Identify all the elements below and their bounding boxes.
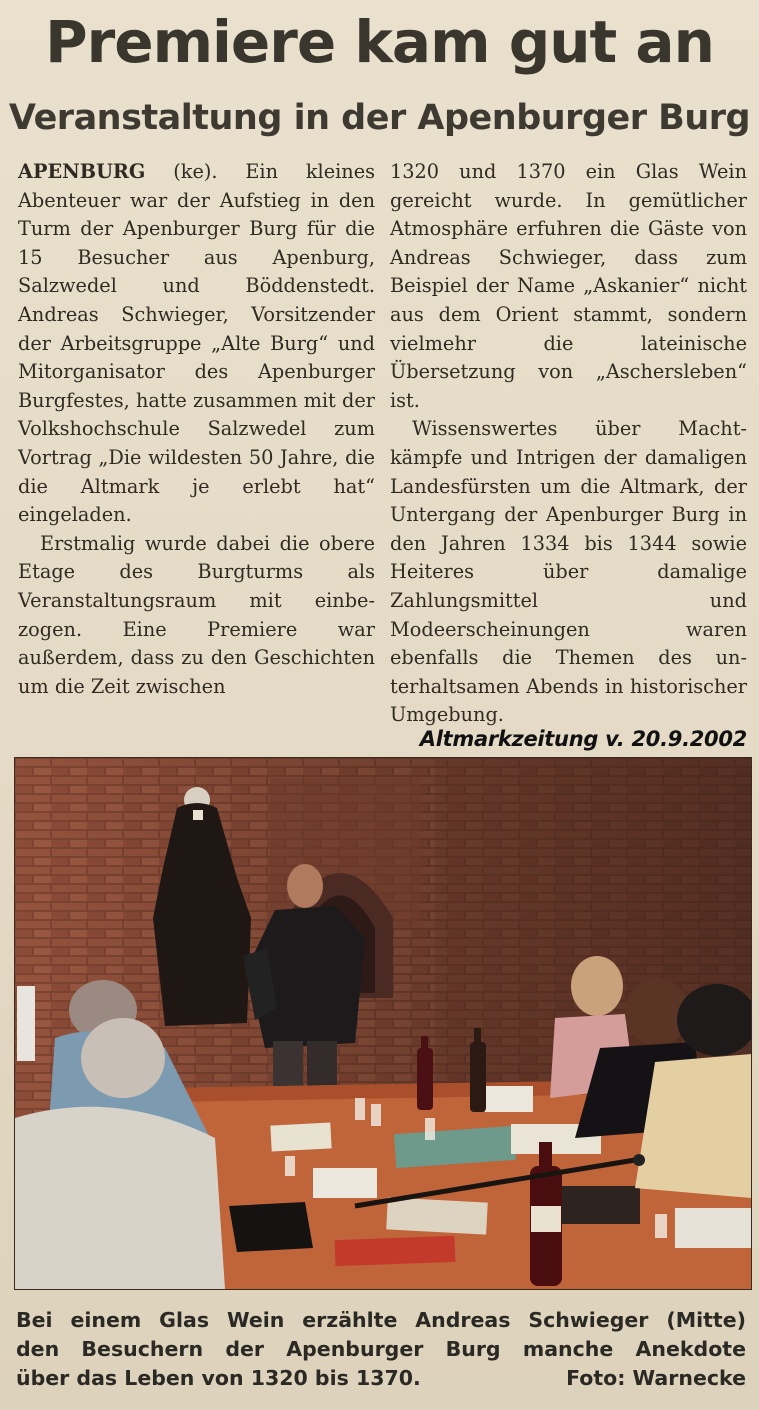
dateline: APENBURG (18, 160, 146, 183)
photo-caption (16, 1306, 746, 1393)
photo-credit: Foto: Warnecke (566, 1366, 746, 1390)
article-paragraph-3: 1320 und 1370 ein Glas Wein gereicht wurde. In gemütlicher Atmosphäre erfuhren die Gäste von Andreas Schwieger, dass zum Beispiel der Name „Askanier“ nicht aus dem Orient stammt, sondern vielmehr die lateinische Übersetzung von „Aschersleben“ ist. (390, 160, 747, 412)
article-paragraph-1-text: (ke). Ein kleines Abenteuer war der Aufstieg in den Turm der Apenburger Burg für die 15 Besucher aus Apenburg, Salzwedel und Böddenstedt. Andreas Schwieger, Vorsitzender der Arbeitsgruppe „Alte Burg“ und Mitorganisator des Apenburger Burgfestes, hatte zusammen mit der Volkshochschule Salzwedel zum Vortrag „Die wildesten 50 Jahre, die die Altmark je erlebt hat“ eingeladen. (18, 160, 375, 527)
event-photo-illustration (15, 758, 751, 1289)
event-photo (14, 757, 752, 1290)
source-citation: Altmarkzeitung v. 20.9.2002 (419, 727, 747, 751)
caption-line-3-row (16, 1364, 746, 1393)
article-paragraph-4: Wissenswertes über Machtkämpfe und Intrigen der damaligen Landesfürsten um die Altmark, der Untergang der Apenburger Burg in den Jahren 1334 bis 1344 sowie Heiteres über damalige Zahlungsmittel und Modeerscheinungen waren ebenfalls die Themen des unterhaltsamen Abends in historischer Umgebung. (390, 417, 747, 727)
article-column-left (18, 158, 375, 701)
subheadline: Veranstaltung in der Apenburger Burg (8, 98, 751, 138)
article-paragraph-1 (18, 158, 375, 530)
article-paragraph-2: Erstmalig wurde dabei die obere Etage des Burgturms als Veranstaltungsraum mit einbezogen. Eine Premiere war außerdem, dass zu den Geschichten um die Zeit zwischen (18, 531, 375, 698)
caption-line-3: über das Leben von 1320 bis 1370. (16, 1366, 421, 1390)
headline: Premiere kam gut an (45, 8, 714, 76)
article-column-right (390, 158, 747, 730)
caption-line-1: Bei einem Glas Wein erzählte Andreas Schwieger (Mitte) (16, 1308, 746, 1332)
caption-line-2: den Besuchern der Apenburger Burg manche Anekdote (16, 1337, 746, 1361)
